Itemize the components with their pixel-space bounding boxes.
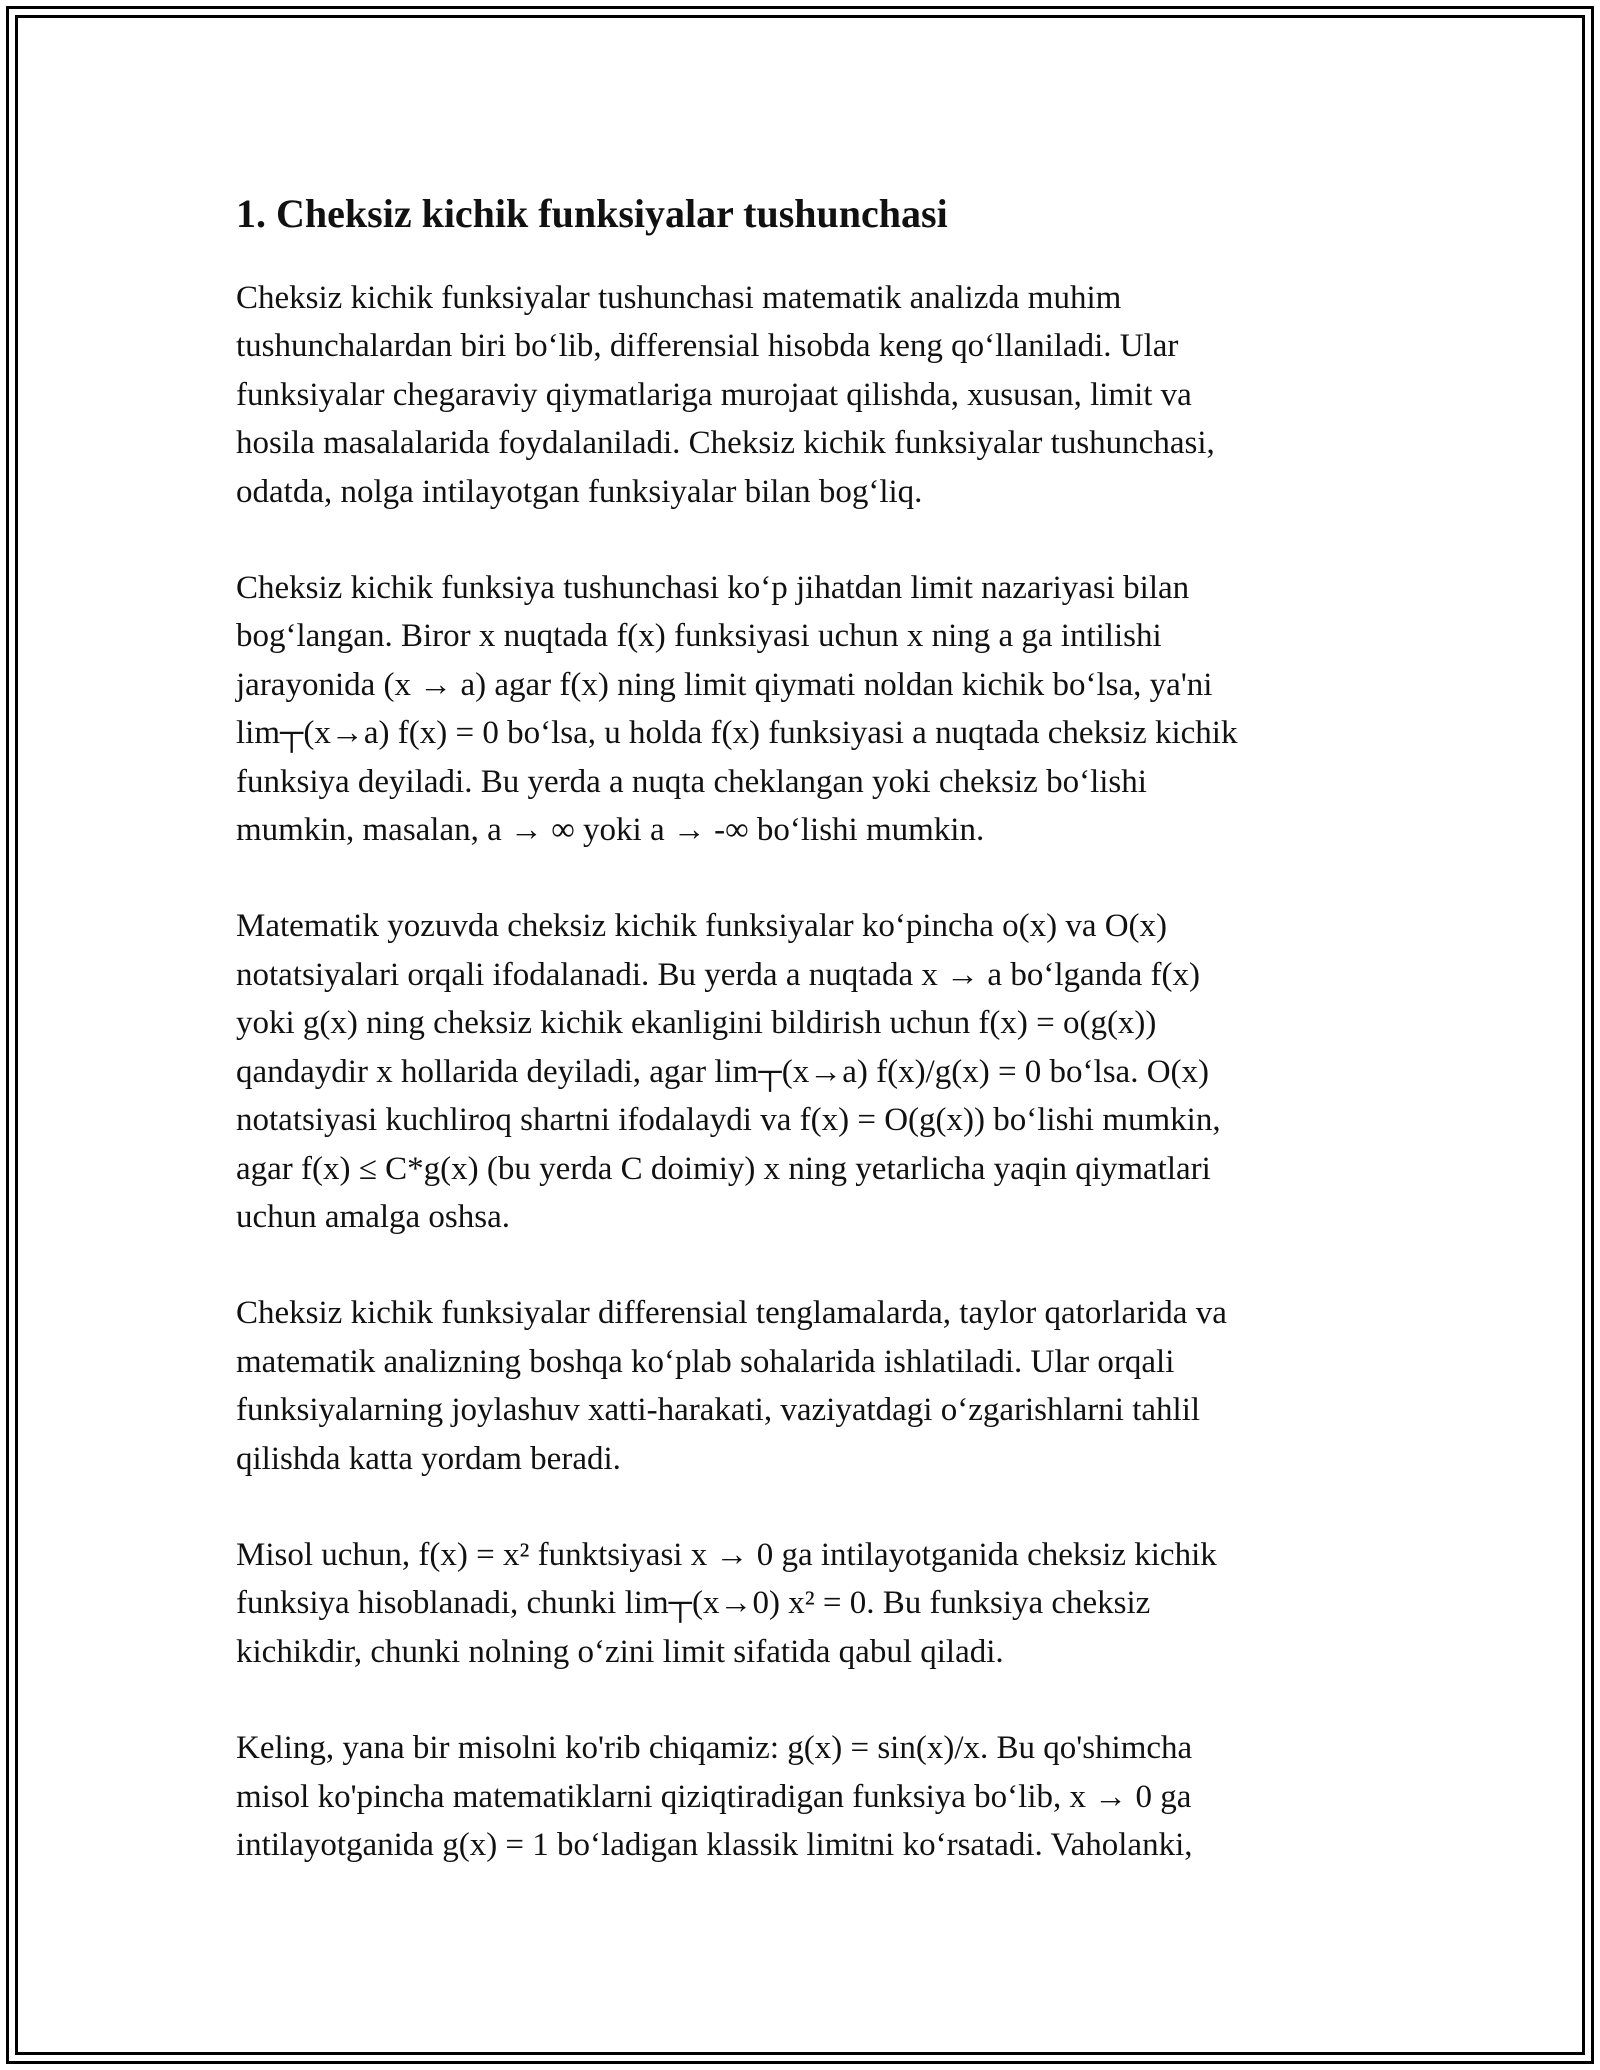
text-line: mumkin, masalan, a → ∞ yoki a → -∞ bo‘lishi mumkin.	[236, 812, 985, 849]
text-line: Keling, yana bir misolni ko'rib chiqamiz: g(x) = sin(x)/x. Bu qo'shimcha	[236, 1730, 1193, 1767]
paragraph-4	[236, 1289, 1366, 1483]
text-line: Misol uchun, f(x) = x² funktsiyasi x → 0 ga intilayotganida cheksiz kichik	[236, 1536, 1217, 1573]
text-line: agar f(x) ≤ C*g(x) (bu yerda C doimiy) x ning yetarlicha yaqin qiymatlari	[236, 1150, 1211, 1187]
text-line: matematik analizning boshqa ko‘plab sohalarida ishlatiladi. Ular orqali	[236, 1343, 1175, 1380]
text-line: jarayonida (x → a) agar f(x) ning limit qiymati noldan kichik bo‘lsa, ya'ni	[236, 666, 1213, 703]
text-line: Cheksiz kichik funksiyalar differensial tenglamalarda, taylor qatorlarida va	[236, 1295, 1227, 1332]
text-line: kichikdir, chunki nolning o‘zini limit sifatida qabul qiladi.	[236, 1633, 1004, 1670]
text-line: qilishda katta yordam beradi.	[236, 1440, 621, 1477]
text-line: tushunchalardan biri bo‘lib, differensial hisobda keng qo‘llaniladi. Ular	[236, 328, 1179, 365]
text-line: funksiya deyiladi. Bu yerda a nuqta cheklangan yoki cheksiz bo‘lishi	[236, 763, 1147, 800]
text-line: misol ko'pincha matematiklarni qiziqtiradigan funksiya bo‘lib, x → 0 ga	[236, 1778, 1192, 1815]
paragraph-5	[236, 1531, 1366, 1676]
text-line: funksiya hisoblanadi, chunki lim┬(x→0) x² = 0. Bu funksiya cheksiz	[236, 1585, 1151, 1622]
text-line: odatda, nolga intilayotgan funksiyalar bilan bog‘liq.	[236, 473, 923, 510]
text-line: funksiyalarning joylashuv xatti-harakati, vaziyatdagi o‘zgarishlarni tahlil	[236, 1392, 1201, 1429]
text-line: Matematik yozuvda cheksiz kichik funksiyalar ko‘pincha o(x) va O(x)	[236, 908, 1168, 945]
text-line: Cheksiz kichik funksiyalar tushunchasi matematik analizda muhim	[236, 280, 1122, 316]
text-line: hosila masalalarida foydalaniladi. Cheksiz kichik funksiyalar tushunchasi,	[236, 425, 1215, 462]
paragraph-1	[236, 274, 1366, 516]
text-line: qandaydir x hollarida deyiladi, agar lim┬(x→a) f(x)/g(x) = 0 bo‘lsa. O(x)	[236, 1053, 1210, 1090]
text-line: bog‘langan. Biror x nuqtada f(x) funksiyasi uchun x ning a ga intilishi	[236, 618, 1162, 655]
text-line: uchun amalga oshsa.	[236, 1198, 511, 1235]
text-line: notatsiyasi kuchliroq shartni ifodalaydi va f(x) = O(g(x)) bo‘lishi mumkin,	[236, 1102, 1221, 1139]
text-line: yoki g(x) ning cheksiz kichik ekanligini bildirish uchun f(x) = o(g(x))	[236, 1005, 1157, 1042]
section-heading: 1. Cheksiz kichik funksiyalar tushunchasi	[236, 191, 948, 236]
paragraph-2	[236, 564, 1366, 854]
text-line: notatsiyalari orqali ifodalanadi. Bu yerda a nuqtada x → a bo‘lganda f(x)	[236, 956, 1200, 993]
paragraph-6	[236, 1724, 1366, 1869]
text-line: funksiyalar chegaraviy qiymatlariga murojaat qilishda, xususan, limit va	[236, 376, 1192, 413]
text-line: lim┬(x→a) f(x) = 0 bo‘lsa, u holda f(x) funksiyasi a nuqtada cheksiz kichik	[236, 715, 1238, 752]
paragraph-3	[236, 902, 1366, 1241]
text-line: Cheksiz kichik funksiya tushunchasi ko‘p jihatdan limit nazariyasi bilan	[236, 570, 1190, 607]
text-line: intilayotganida g(x) = 1 bo‘ladigan klassik limitni ko‘rsatadi. Vaholanki,	[236, 1826, 1193, 1863]
document-body	[236, 184, 1366, 1917]
